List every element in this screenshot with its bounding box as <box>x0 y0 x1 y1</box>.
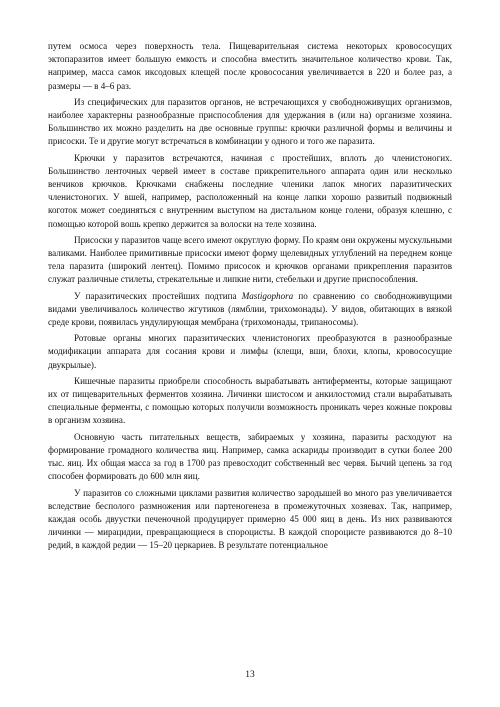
paragraph-6: Ротовые органы многих паразитических членистоногих преобразуются в разнообразные модификации аппарата для сосания крови и лимфы (клещи, вши, блохи, клопы, кровососущие двукрылые). <box>48 333 452 370</box>
page-body <box>48 40 452 553</box>
paragraph-9: У паразитов со сложными циклами развития количество зародышей во много раз увеличивается вследствие бесполого размножения или партеногенеза в промежуточных хозяевах. Так, например, каждая особь двуустки печеночной продуцирует примерно 45 000 яиц в день. Из них развиваются личинки — мирацидии, превращающиеся в спороцисты. В каждой спороцисте развиваются до 8–10 редий, в каждой редии — 15–20 церкариев. В результате потенциальное <box>48 487 452 551</box>
taxon-name: Mastigophora <box>241 290 294 301</box>
paragraph-8: Основную часть питательных веществ, забираемых у хозяина, паразиты расходуют на формирование громадного количества яиц. Например, самка аскариды производит в сутки более 200 тыс. яиц. Их общая масса за год в 1700 раз превосходит собственный вес червя. Бычий цепень за год способен формировать до 600 млн яиц. <box>48 431 452 482</box>
paragraph-3: Крючки у паразитов встречаются, начиная с простейших, вплоть до членистоногих. Большинство ленточных червей имеет в составе прикрепительного аппарата один или несколько венчиков крючков. Крючками снабжены последние членики лапок многих паразитических членистоногих. У вшей, например, расположенный на конце лапки хорошо развитый подвижный коготок может соединяться с внутренним выступом на дистальном конце голени, образуя клешню, с помощью которой вошь крепко держится за волоски на теле хозяина. <box>48 152 452 229</box>
paragraph-5-start: У паразитических простейших подтипа <box>74 290 242 301</box>
paragraph-1: путем осмоса через поверхность тела. Пищеварительная система некоторых кровососущих эктопаразитов имеет большую емкость и способна вместить значительное количество крови. Так, например, масса самок иксодовых клещей после кровососания увеличивается в 220 и более раз, а размеры — в 4–6 раз. <box>48 41 452 91</box>
paragraph-2: Из специфических для паразитов органов, не встречающихся у свободноживущих организмов, наиболее характерны разнообразные приспособления для удержания в (или на) организме хозяина. Большинство их можно разделить на две основные группы: крючки различной формы и величины и присоски. Те и другие могут встречаться в комбинации у одного и того же паразита. <box>48 96 452 147</box>
page-number: 13 <box>245 670 255 680</box>
paragraph-7: Кишечные паразиты приобрели способность вырабатывать антиферменты, которые защищают их от пищеварительных ферментов хозяина. Личинки шистосом и анкилостомид стали вырабатывать специальные ферменты, с помощью которых получили возможность проникать через кожные покровы в организм хозяина. <box>48 375 452 426</box>
paragraph-5 <box>48 290 452 330</box>
paragraph-4: Присоски у паразитов чаще всего имеют округлую форму. По краям они окружены мускульными валиками. Наиболее примитивные присоски имеют форму щелевидных углублений на переднем конце тела паразита (широкий лентец). Помимо присосок и крючков органами прикрепления паразитов служат различные стилеты, стрекательные и липкие нити, стебельки и другие приспособления. <box>48 234 452 285</box>
paragraph-5-end: по сравнению со свободноживущими видами увеличивалось количество жгутиков (лямблии, трихомонады). У видов, обитающих в вязкой среде крови, появилась ундулирующая мембрана (трихомонады, трипаносомы). <box>48 290 452 328</box>
